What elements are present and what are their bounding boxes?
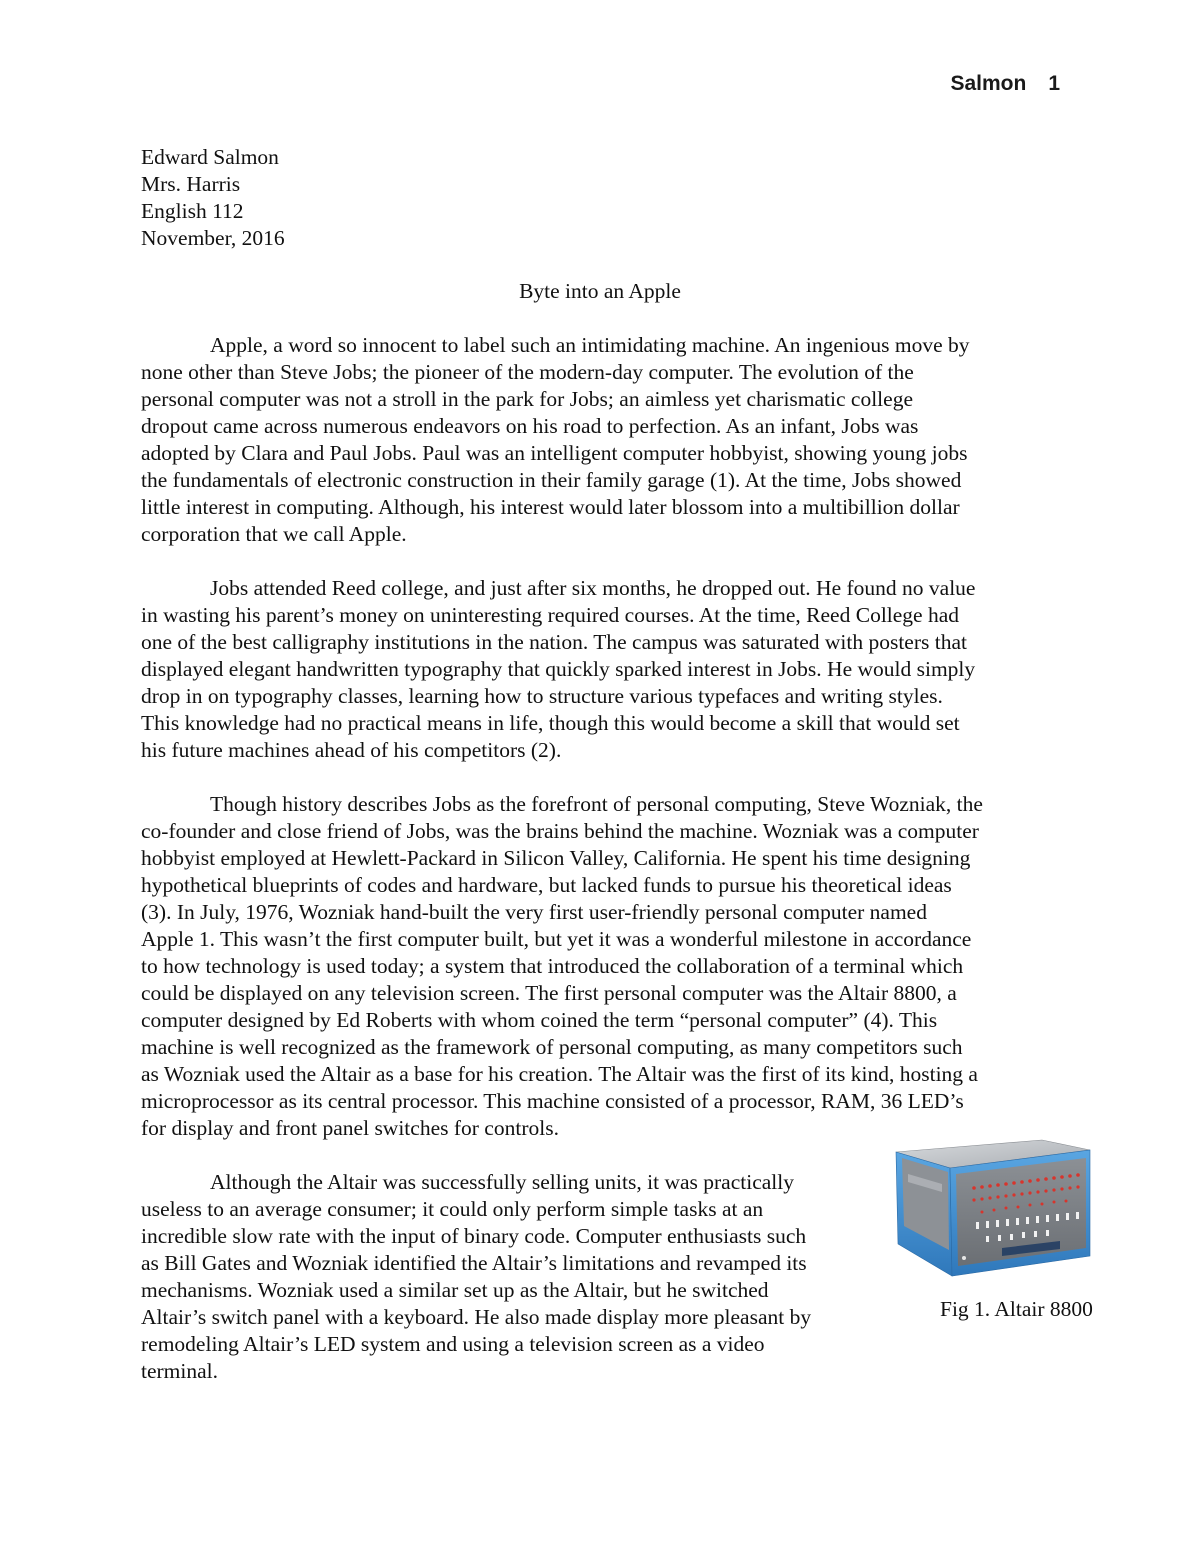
paragraph-line: the fundamentals of electronic construction in their family garage (1). At the time, Jobs showed	[141, 468, 962, 492]
paragraph-line: displayed elegant handwritten typography that quickly sparked interest in Jobs. He would simply	[141, 657, 976, 681]
paragraph-line: This knowledge had no practical means in life, though this would become a skill that would set	[141, 711, 960, 735]
paragraph-3	[141, 791, 1071, 1142]
essay-title: Byte into an Apple	[519, 279, 681, 303]
paragraph-line: could be displayed on any television screen. The first personal computer was the Altair 8800, a	[141, 981, 957, 1005]
instructor-name: Mrs. Harris	[141, 172, 241, 196]
author-name: Edward Salmon	[141, 145, 279, 169]
paragraph-line: remodeling Altair’s LED system and using a television screen as a video	[141, 1332, 765, 1356]
paragraph-line: machine is well recognized as the framework of personal computing, as many competitors such	[141, 1035, 963, 1059]
paragraph-line: as Bill Gates and Wozniak identified the Altair’s limitations and revamped its	[141, 1251, 807, 1275]
paragraph-line: co-founder and close friend of Jobs, was the brains behind the machine. Wozniak was a computer	[141, 819, 979, 843]
paragraph-line: to how technology is used today; a system that introduced the collaboration of a terminal which	[141, 954, 964, 978]
paragraph-line: Apple, a word so innocent to label such an intimidating machine. An ingenious move by	[210, 333, 970, 357]
essay-date: November, 2016	[141, 226, 285, 250]
paragraph-line: incredible slow rate with the input of binary code. Computer enthusiasts such	[141, 1224, 807, 1248]
paragraph-line: (3). In July, 1976, Wozniak hand-built the very first user-friendly personal computer named	[141, 900, 927, 924]
paragraph-line: Altair’s switch panel with a keyboard. He also made display more pleasant by	[141, 1305, 812, 1329]
paragraph-line: Jobs attended Reed college, and just after six months, he dropped out. He found no value	[210, 576, 976, 600]
paragraph-line: microprocessor as its central processor. This machine consisted of a processor, RAM, 36 LED’s	[141, 1089, 964, 1113]
course-name: English 112	[141, 199, 244, 223]
paragraph-line: his future machines ahead of his competitors (2).	[141, 738, 562, 762]
paragraph-line: Though history describes Jobs as the forefront of personal computing, Steve Wozniak, the	[210, 792, 983, 816]
paragraph-line: hypothetical blueprints of codes and hardware, but lacked funds to pursue his theoretical ideas	[141, 873, 952, 897]
paragraph-1	[141, 332, 1071, 548]
paragraph-line: mechanisms. Wozniak used a similar set up as the Altair, but he switched	[141, 1278, 769, 1302]
paragraph-line: for display and front panel switches for controls.	[141, 1116, 559, 1140]
paragraph-line: as Wozniak used the Altair as a base for his creation. The Altair was the first of its kind, hosting a	[141, 1062, 978, 1086]
header-name: Salmon	[950, 72, 1027, 95]
paragraph-line: personal computer was not a stroll in the park for Jobs; an aimless yet charismatic college	[141, 387, 913, 411]
paragraph-line: drop in on typography classes, learning how to structure various typefaces and writing styles.	[141, 684, 943, 708]
altair-8800-figure	[892, 1138, 1092, 1280]
paragraph-line: one of the best calligraphy institutions in the nation. The campus was saturated with posters that	[141, 630, 967, 654]
paragraph-line: dropout came across numerous endeavors on his road to perfection. As an infant, Jobs was	[141, 414, 919, 438]
paragraph-line: computer designed by Ed Roberts with whom coined the term “personal computer” (4). This	[141, 1008, 938, 1032]
figure-caption: Fig 1. Altair 8800	[940, 1297, 1093, 1321]
paragraph-line: corporation that we call Apple.	[141, 522, 407, 546]
paragraph-2	[141, 575, 1071, 764]
mla-heading	[141, 144, 285, 252]
paragraph-line: in wasting his parent’s money on uninteresting required courses. At the time, Reed College had	[141, 603, 960, 627]
running-header	[950, 72, 1060, 96]
paragraph-line: little interest in computing. Although, his interest would later blossom into a multibillion dollar	[141, 495, 960, 519]
paragraph-4	[141, 1169, 881, 1385]
paragraph-line: useless to an average consumer; it could only perform simple tasks at an	[141, 1197, 764, 1221]
altair-8800-image	[892, 1138, 1092, 1280]
paragraph-line: hobbyist employed at Hewlett-Packard in Silicon Valley, California. He spent his time designing	[141, 846, 971, 870]
paragraph-line: none other than Steve Jobs; the pioneer of the modern-day computer. The evolution of the	[141, 360, 914, 384]
page-number: 1	[1048, 72, 1060, 95]
paragraph-line: Although the Altair was successfully selling units, it was practically	[210, 1170, 794, 1194]
paragraph-line: adopted by Clara and Paul Jobs. Paul was an intelligent computer hobbyist, showing young jobs	[141, 441, 968, 465]
paragraph-line: terminal.	[141, 1359, 219, 1383]
paragraph-line: Apple 1. This wasn’t the first computer built, but yet it was a wonderful milestone in accordance	[141, 927, 972, 951]
